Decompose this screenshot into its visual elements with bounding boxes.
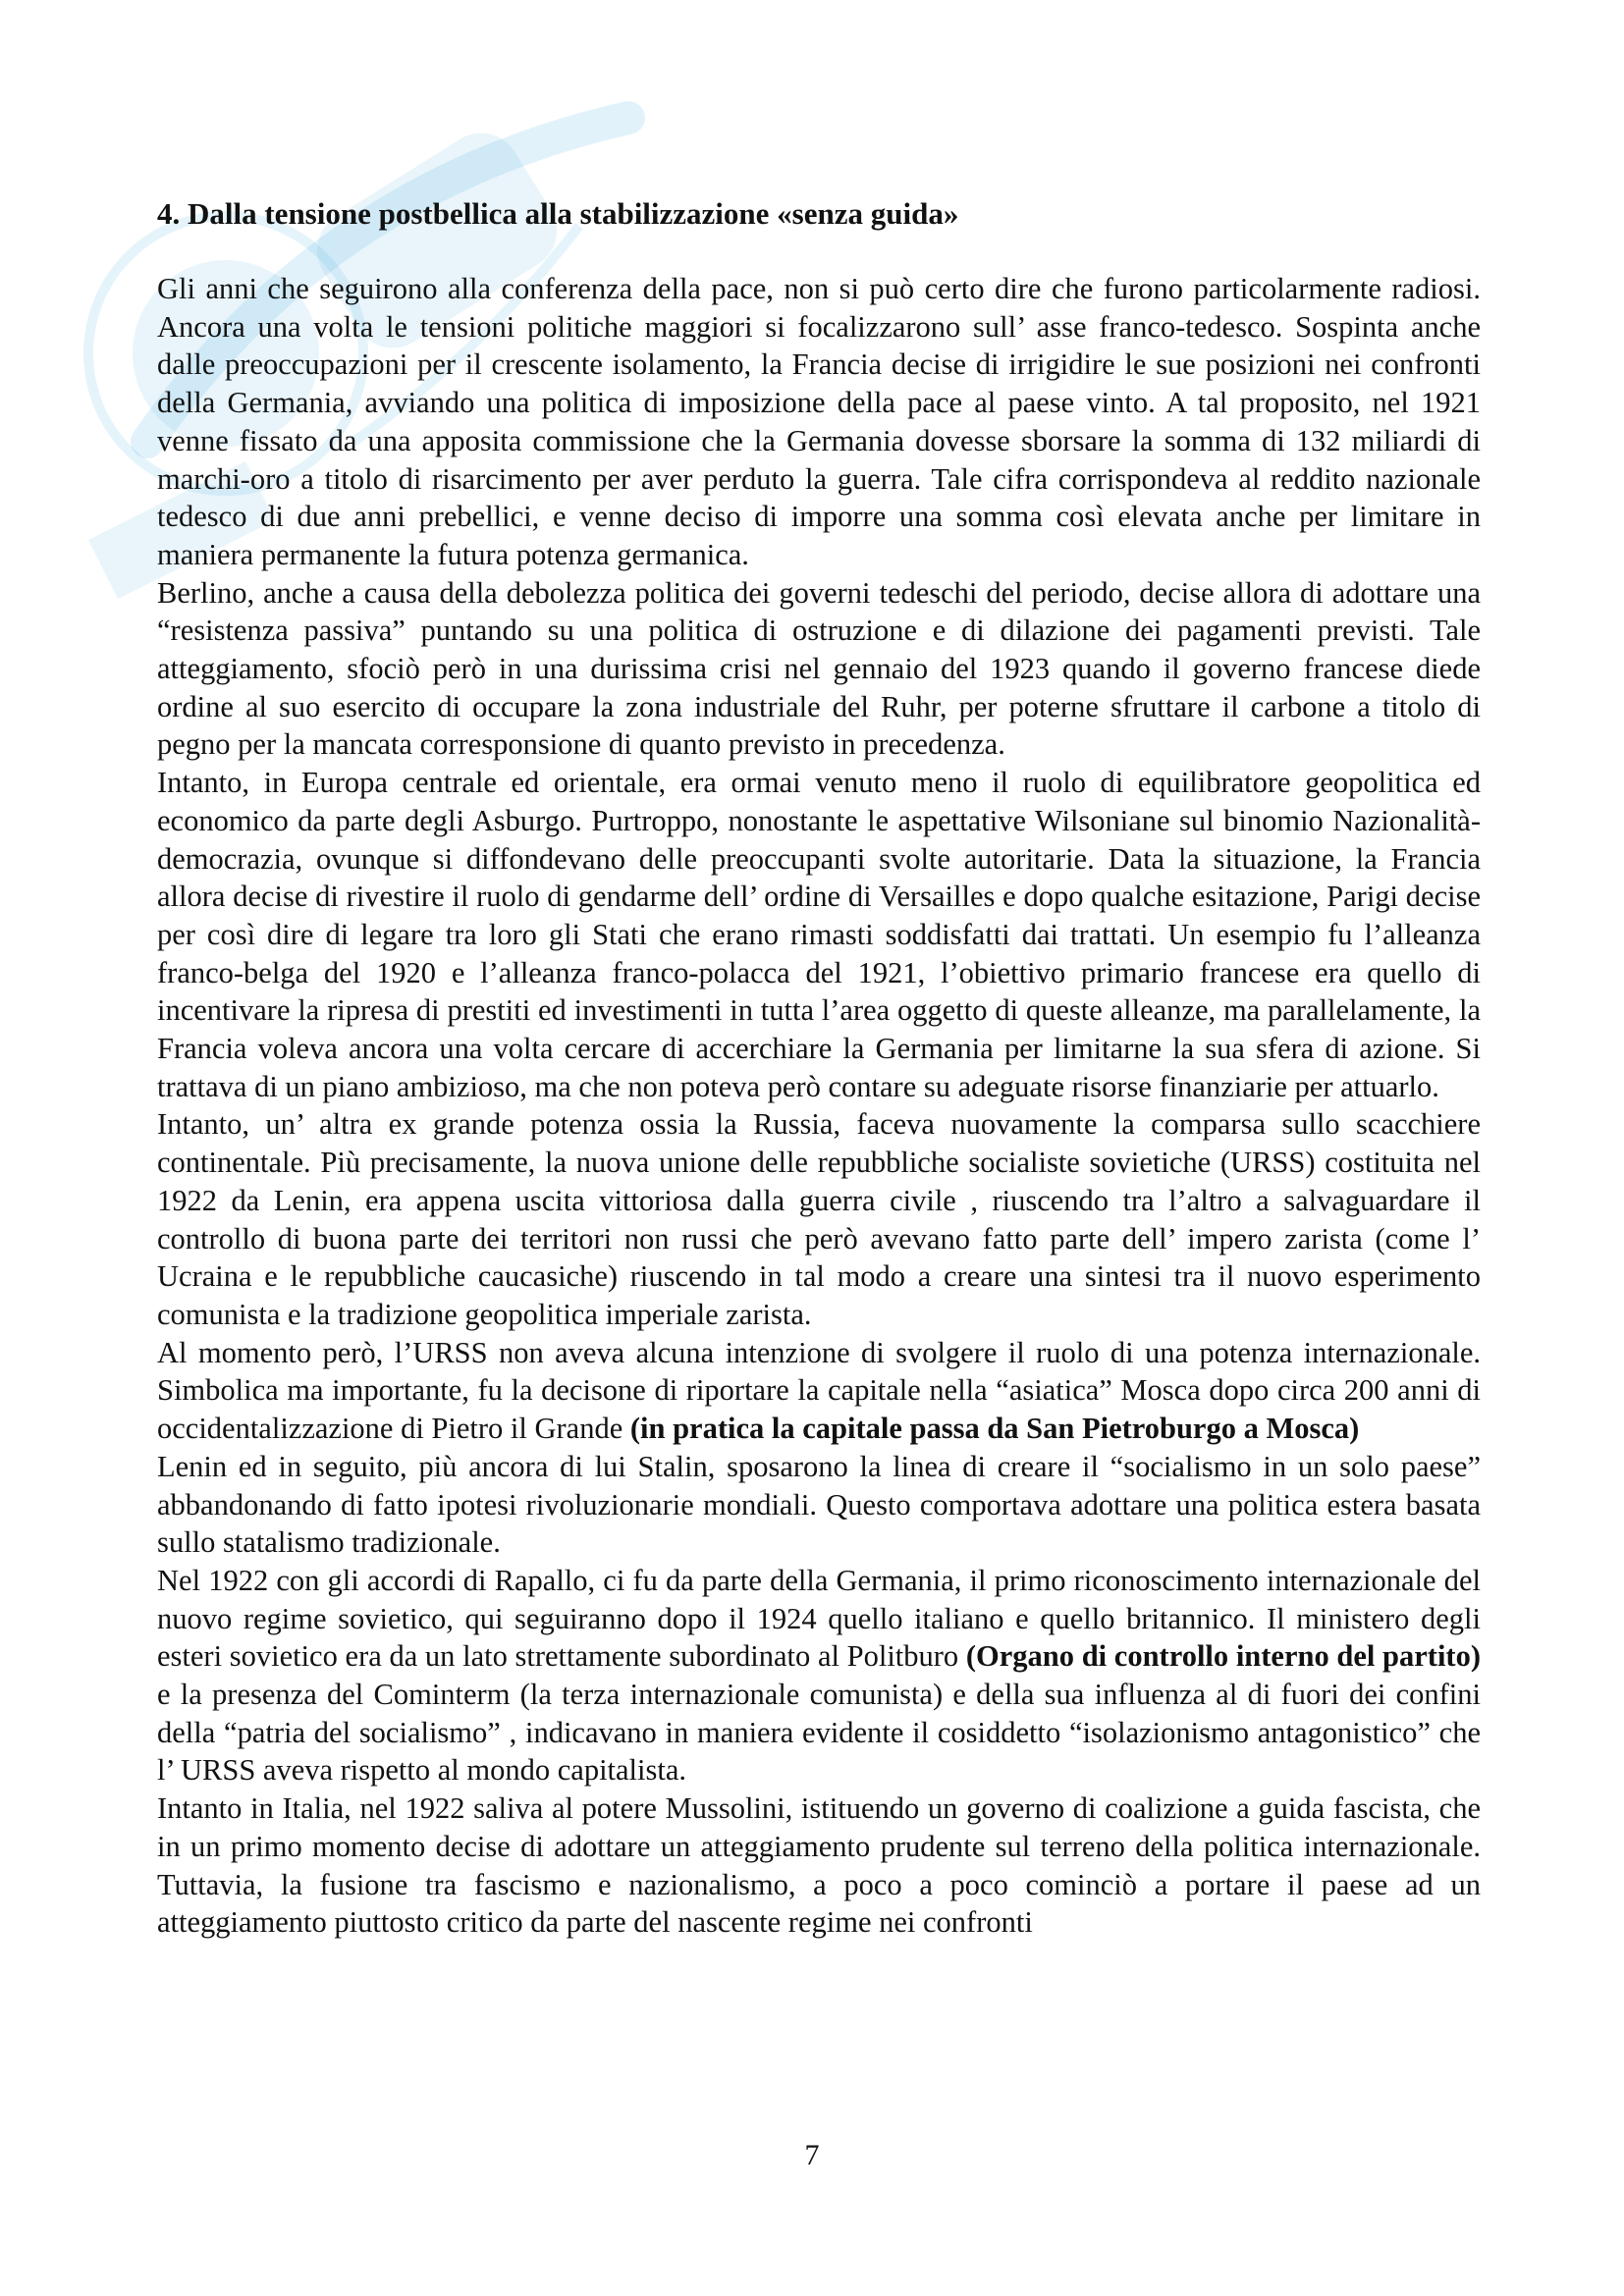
paragraph <box>157 1448 1481 1562</box>
paragraph <box>157 1105 1481 1333</box>
paragraph-text: Al momento però, l’URSS non aveva alcuna intenzione di svolgere il ruolo di una potenza internazionale. Simbolica ma importante, fu la decisone di riportare la capitale nella “asiatica” Mosca dopo circa 200 anni di occidentalizzazione di Pietro il Grande <box>157 1335 1481 1446</box>
paragraph <box>157 574 1481 765</box>
paragraph-text: e la presenza del Cominterm (la terza internazionale comunista) e della sua influenza al di fuori dei confini della “patria del socialismo” , indicavano in maniera evidente il cosiddetto “isolazionismo antagonistico” che l’ URSS aveva rispetto al mondo capitalista. <box>157 1678 1481 1788</box>
bold-note: (Organo di controllo interno del partito) <box>965 1639 1481 1674</box>
paragraph-text: Intanto, in Europa centrale ed orientale, era ormai venuto meno il ruolo di equilibratore geopolitica ed economico da parte degli Asburgo. Purtroppo, nonostante le aspettative Wilsoniane sul binomio Nazionalità-democrazia, ovunque si diffondevano delle preoccupanti svolte autoritarie. Data la situazione, la Francia allora decise di rivestire il ruolo di gendarme dell’ ordine di Versailles e dopo qualche esitazione, Parigi decise per così dire di legare tra loro gli Stati che erano rimasti soddisfatti dai trattati. Un esempio fu l’alleanza franco-belga del 1920 e l’alleanza franco-polacca del 1921, l’obiettivo primario francese era quello di incentivare la ripresa di prestiti ed investimenti in tutta l’area oggetto di queste alleanze, ma parallelamente, la Francia voleva ancora una volta cercare di accerchiare la Germania per limitarne la sua sfera di azione. Si trattava di un piano ambizioso, ma che non poteva però contare su adeguate risorse finanziarie per attuarlo. <box>157 766 1481 1103</box>
paragraph-text: Intanto in Italia, nel 1922 saliva al potere Mussolini, istituendo un governo di coalizione a guida fascista, che in un primo momento decise di adottare un atteggiamento prudente sul terreno della politica internazionale. Tuttavia, la fusione tra fascismo e nazionalismo, a poco a poco cominciò a portare il paese ad un atteggiamento piuttosto critico da parte del nascente regime nei confronti <box>157 1791 1481 1940</box>
paragraph-text: Nel 1922 con gli accordi di Rapallo, ci fu da parte della Germania, il primo riconoscimento internazionale del nuovo regime sovietico, qui seguiranno dopo il 1924 quello italiano e quello britannico. Il ministero degli esteri sovietico era da un lato strettamente subordinato al Politburo <box>157 1563 1481 1674</box>
page-content <box>157 194 1481 1942</box>
page-number: 7 <box>804 2139 820 2171</box>
paragraph <box>157 270 1481 574</box>
paragraph-text: Gli anni che seguirono alla conferenza della pace, non si può certo dire che furono particolarmente radiosi. Ancora una volta le tensioni politiche maggiori si focalizzarono sull’ asse franco-tedesco. Sospinta anche dalle preoccupazioni per il crescente isolamento, la Francia decise di irrigidire le sue posizioni nei confronti della Germania, avviando una politica di imposizione della pace al paese vinto. A tal proposito, nel 1921 venne fissato da una apposita commissione che la Germania dovesse sborsare la somma di 132 miliardi di marchi-oro a titolo di risarcimento per aver perduto la guerra. Tale cifra corrispondeva al reddito nazionale tedesco di due anni prebellici, e venne deciso di imporre una somma così elevata anche per limitare in maniera permanente la futura potenza germanica. <box>157 272 1481 571</box>
section-heading: 4. Dalla tensione postbellica alla stabilizzazione «senza guida» <box>157 196 959 231</box>
paragraph-text: Intanto, un’ altra ex grande potenza ossia la Russia, faceva nuovamente la comparsa sullo scacchiere continentale. Più precisamente, la nuova unione delle repubbliche socialiste sovietiche (URSS) costituita nel 1922 da Lenin, era appena uscita vittoriosa dalla guerra civile , riuscendo tra l’altro a salvaguardare il controllo di buona parte dei territori non russi che però avevano fatto parte dell’ impero zarista (come l’ Ucraina e le repubbliche caucasiche) riuscendo in tal modo a creare una sintesi tra il nuovo esperimento comunista e la tradizione geopolitica imperiale zarista. <box>157 1107 1481 1331</box>
body-text <box>157 270 1481 1942</box>
paragraph <box>157 1334 1481 1448</box>
paragraph-text: Berlino, anche a causa della debolezza politica dei governi tedeschi del periodo, decise allora di adottare una “resistenza passiva” puntando su una politica di ostruzione e di dilazione dei pagamenti previsti. Tale atteggiamento, sfociò però in una durissima crisi nel gennaio del 1923 quando il governo francese diede ordine al suo esercito di occupare la zona industriale del Ruhr, per poterne sfruttare il carbone a titolo di pegno per la mancata corresponsione di quanto previsto in precedenza. <box>157 575 1481 762</box>
paragraph <box>157 1789 1481 1942</box>
paragraph-text: Lenin ed in seguito, più ancora di lui Stalin, sposarono la linea di creare il “socialismo in un solo paese” abbandonando di fatto ipotesi rivoluzionarie mondiali. Questo comportava adottare una politica estera basata sullo statalismo tradizionale. <box>157 1449 1481 1560</box>
bold-note: (in pratica la capitale passa da San Pietroburgo a Mosca) <box>629 1412 1360 1446</box>
paragraph <box>157 1562 1481 1789</box>
paragraph <box>157 764 1481 1105</box>
